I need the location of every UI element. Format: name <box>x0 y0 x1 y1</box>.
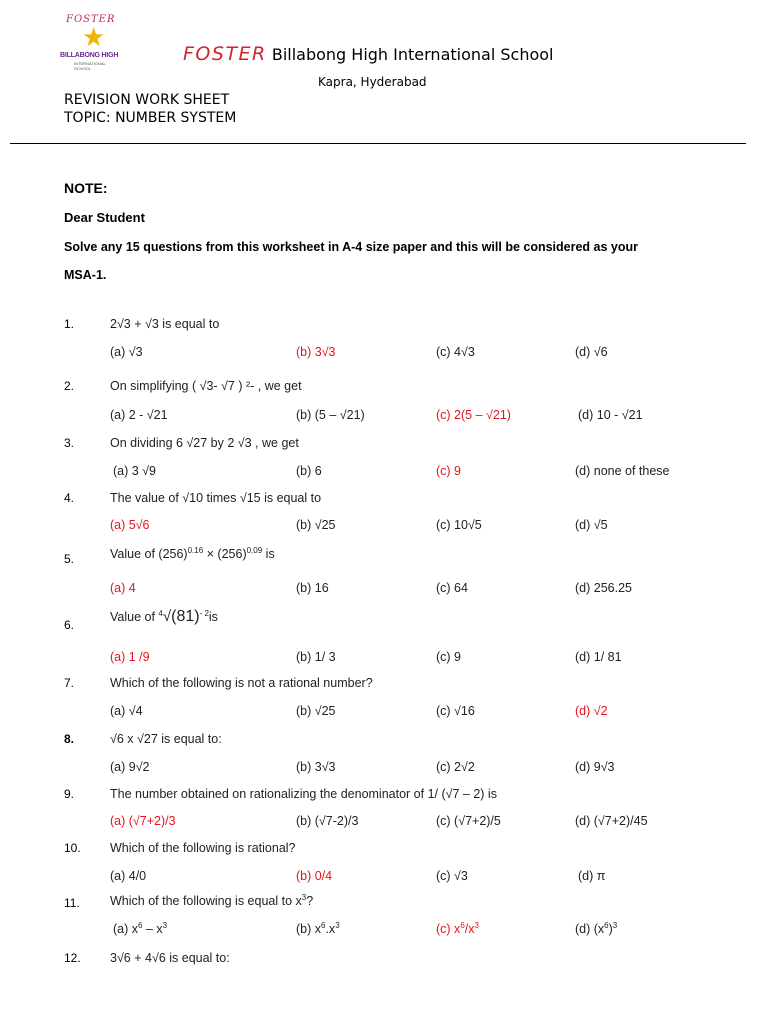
option-d: (d) 9√3 <box>575 760 615 774</box>
option-a <box>113 921 167 936</box>
option-text-part: .x <box>325 922 336 937</box>
question-text-part: × (256) <box>203 547 247 562</box>
option-a: (a) 3 √9 <box>113 464 156 478</box>
option-b: (b) √25 <box>296 518 336 532</box>
question-number: 2. <box>64 379 75 393</box>
option-b: (b) 16 <box>296 581 329 595</box>
worksheet-title: REVISION WORK SHEET <box>64 92 230 108</box>
option-d: (d) √2 <box>575 704 608 718</box>
exponent: 6 <box>460 921 465 930</box>
question-text: 3√6 + 4√6 is equal to: <box>110 951 230 965</box>
question-text: The value of √10 times √15 is equal to <box>110 491 322 505</box>
exponent: 0.09 <box>246 546 263 555</box>
option-d: (d) π <box>578 869 606 883</box>
note-instruction-line2: MSA-1. <box>64 268 107 282</box>
option-c: (c) 10√5 <box>436 518 482 532</box>
note-heading: NOTE: <box>64 180 108 196</box>
option-c: (c) 2√2 <box>436 760 475 774</box>
option-c: (c) 64 <box>436 581 468 595</box>
question-text <box>110 608 218 626</box>
option-b: (b) 0/4 <box>296 869 333 883</box>
option-b: (b) 3√3 <box>296 760 336 774</box>
question-number: 8. <box>64 732 75 746</box>
note-instruction-line1: Solve any 15 questions from this worksheet in A-4 size paper and this will be considered as your <box>64 240 638 254</box>
exponent: - 2 <box>199 608 209 618</box>
question-number: 7. <box>64 676 75 690</box>
option-c: (c) 9 <box>436 464 461 478</box>
option-a: (a) 4 <box>110 581 136 595</box>
exponent: 0.16 <box>187 546 204 555</box>
option-text-part: (c) x <box>436 922 461 937</box>
question-text: Which of the following is rational? <box>110 841 296 855</box>
option-d: (d) 1/ 81 <box>575 650 622 664</box>
question-text-part: ? <box>306 894 314 909</box>
option-d: (d) none of these <box>575 464 670 478</box>
question-number: 1. <box>64 317 75 331</box>
option-c: (c) (√7+2)/5 <box>436 814 501 828</box>
option-b: (b) (√7-2)/3 <box>296 814 359 828</box>
option-d: (d) 10 - √21 <box>578 408 643 422</box>
brand-rest: Billabong High International School <box>266 45 554 64</box>
school-name <box>183 43 553 65</box>
school-location: Kapra, Hyderabad <box>318 75 427 89</box>
option-text-part: (b) x <box>296 922 321 937</box>
question-text: The number obtained on rationalizing the denominator of 1/ (√7 – 2) is <box>110 787 497 801</box>
exponent: 6 <box>604 921 609 930</box>
question-number: 11. <box>64 896 80 910</box>
exponent: 6 <box>138 921 143 930</box>
question-text: On simplifying ( √3- √7 ) ²- , we get <box>110 379 302 393</box>
exponent: 3 <box>335 921 340 930</box>
option-c: (c) √16 <box>436 704 475 718</box>
option-b: (b) √25 <box>296 704 336 718</box>
question-number: 12. <box>64 951 81 965</box>
star-icon: ★ <box>82 22 106 52</box>
question-text: 2√3 + √3 is equal to <box>110 317 220 331</box>
option-b <box>296 921 340 936</box>
option-d <box>575 921 617 936</box>
option-text-part: ) <box>608 922 613 937</box>
question-number: 5. <box>64 552 75 566</box>
option-d: (d) 256.25 <box>575 581 632 595</box>
option-b: (b) 6 <box>296 464 322 478</box>
question-number: 9. <box>64 787 75 801</box>
school-logo <box>60 14 122 70</box>
logo-text-sub: INTERNATIONAL SCHOOL <box>74 61 106 71</box>
worksheet-topic: TOPIC: NUMBER SYSTEM <box>64 110 237 126</box>
exponent: 3 <box>301 893 307 902</box>
exponent: 6 <box>321 921 326 930</box>
divider <box>10 143 746 144</box>
brand-foster: FOSTER <box>183 43 267 65</box>
option-a: (a) √3 <box>110 345 143 359</box>
question-text: Which of the following is not a rational number? <box>110 676 373 690</box>
question-text: √6 x √27 is equal to: <box>110 732 222 746</box>
option-c: (c) 2(5 – √21) <box>436 408 511 422</box>
question-text-part: is <box>208 610 218 624</box>
question-text-part: Which of the following is equal to x <box>110 894 302 909</box>
option-b: (b) 1/ 3 <box>296 650 336 664</box>
option-text-part: /x <box>464 922 475 937</box>
option-a: (a) 2 - √21 <box>110 408 168 422</box>
option-b: (b) 3√3 <box>296 345 336 359</box>
option-text-part: (a) x <box>113 922 138 937</box>
option-b: (b) (5 – √21) <box>296 408 365 422</box>
option-a: (a) √4 <box>110 704 143 718</box>
note-salutation: Dear Student <box>64 210 145 225</box>
radical-sign: √ <box>162 608 172 625</box>
option-a: (a) 4/0 <box>110 869 147 883</box>
logo-text-top: FOSTER <box>66 14 116 25</box>
logo-text-bottom: BILLABONG HIGH <box>60 52 119 59</box>
option-text-part: (d) (x <box>575 922 605 937</box>
option-a: (a) 5√6 <box>110 518 150 532</box>
exponent: 3 <box>474 921 479 930</box>
question-number: 4. <box>64 491 75 505</box>
question-text-part: Value of (256) <box>110 547 188 562</box>
option-a: (a) 1 /9 <box>110 650 150 664</box>
question-number: 3. <box>64 436 75 450</box>
option-d: (d) (√7+2)/45 <box>575 814 648 828</box>
question-number: 10. <box>64 841 81 855</box>
exponent: 3 <box>162 921 168 930</box>
option-c: (c) 9 <box>436 650 461 664</box>
question-text <box>110 893 313 908</box>
option-text-part: – x <box>142 922 163 937</box>
question-number: 6. <box>64 618 75 632</box>
exponent: 3 <box>612 921 618 930</box>
option-d: (d) √6 <box>575 345 608 359</box>
option-a: (a) 9√2 <box>110 760 150 774</box>
option-c: (c) √3 <box>436 869 468 883</box>
option-d: (d) √5 <box>575 518 608 532</box>
option-c <box>436 921 479 936</box>
radicand: (81) <box>171 608 200 625</box>
root-index: 4 <box>158 608 163 618</box>
question-text <box>110 546 275 561</box>
question-text: On dividing 6 √27 by 2 √3 , we get <box>110 436 299 450</box>
option-c: (c) 4√3 <box>436 345 475 359</box>
option-a: (a) (√7+2)/3 <box>110 814 176 828</box>
question-text-part: is <box>262 547 275 562</box>
question-text-part: Value of <box>110 610 159 624</box>
